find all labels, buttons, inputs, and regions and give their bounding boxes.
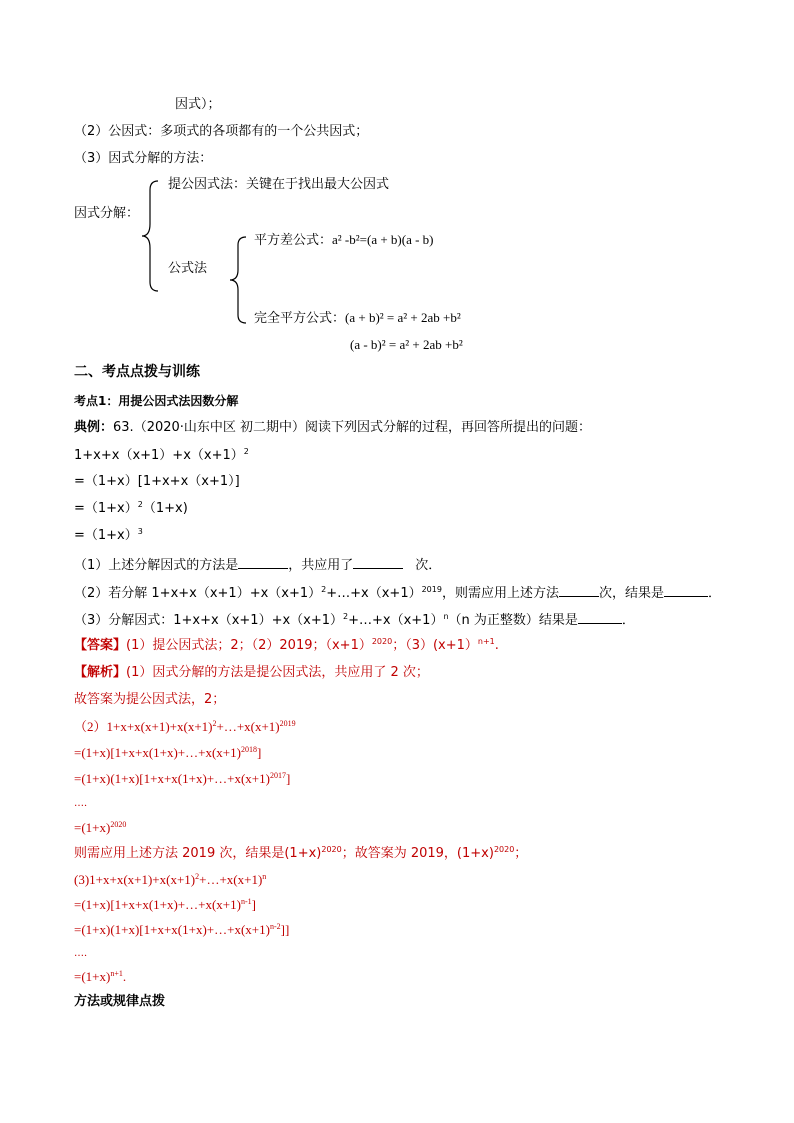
perfect-square-formula-2: (a - b)² = a² + 2ab +b² [350,337,463,352]
analysis-line-9: $=(1+x)[1+x+x(1+x)+\dots+x(x+1)^{n-1}]$ [74,897,256,912]
inner-brace [228,236,248,324]
method-heading: 方法或规律点拨 [74,994,166,1009]
answer-line: 【答案】(1）提公因式法；2；（2）2019；$(x+1)^{2020}$；（3）(x+1）$^{n+1}$. [74,637,499,653]
analysis-line-11: $=(1+x)^{n+1}$. [74,969,127,984]
section-heading: 二、考点点拨与训练 [74,364,200,380]
diff-squares-label: 平方差公式： [254,233,333,248]
example-intro [74,420,591,436]
example-step-4: $=(1+x)^3$ [74,527,143,543]
blank-1 [238,556,288,569]
summary-item-3: （3）因式分解的方法： [74,151,213,166]
perfect-square-formula-1: (a + b)² = a² + 2ab +b² [345,310,461,325]
perfect-square-label: 完全平方公式： [254,311,346,326]
analysis-ellipsis-1: …． [74,798,94,809]
analysis-line-4: $=(1+x)[1+x+x(1+x)+\dots+x(x+1)^{2018}]$ [74,745,262,760]
blank-3 [559,584,599,597]
question-1: （1）上述分解因式的方法是 ，共应用了 次． [74,558,442,573]
diff-squares-formula: a² -b²=(a + b)(a - b) [332,232,434,247]
tree-root: 因式分解： [74,206,140,221]
perfect-square-row [254,310,461,327]
analysis-line-8: $(3)1+x+x(x+1)+x(x+1)^2+\dots+x(x+1)^n$ [74,872,267,887]
analysis-line-10: $=(1+x)(1+x)[1+x+x(1+x)+\dots+x(x+1)^{n-2}]$] [74,922,290,937]
answer-tag: 【答案】 [74,638,127,653]
example-step-2: =（1+x）[1+x+x（x+1）] [74,474,240,489]
analysis-line-5: $=(1+x)(1+x)[1+x+x(1+x)+\dots+x(x+1)^{2017}]$ [74,771,291,786]
summary-item-2: （2）公因式：多项式的各项都有的一个公共因式； [74,124,369,139]
example-label: 典例： [74,420,114,435]
blank-5 [578,611,622,624]
analysis-line-2: 故答案为提公因式法，2； [74,692,226,707]
analysis-line-7: 则需应用上述方法 2019 次，结果是$(1+x)^{2020}$；故答案为 2019，$(1+x)^{2020}$； [74,845,528,861]
analysis-line-6: $=(1+x)^{2020}$ [74,820,127,835]
example-question: 63.（2020·山东中区 初二期中）阅读下列因式分解的过程，再回答所提出的问题： [113,420,592,435]
analysis-ellipsis-2: …． [74,948,94,959]
blank-2 [353,556,403,569]
summary-continuation: 因式）； [175,97,221,112]
blank-4 [664,584,708,597]
key-point-1: 考点1：用提公因式法因数分解 [74,394,239,408]
question-3: （3）分解因式：$1+x+x(x+1)+x(x+1)^2+\dots+x(x+1)^n(n$ 为正整数）结果是 ． [74,612,635,628]
analysis-line-1: 【解析】(1）因式分解的方法是提公因式法，共应用了 2 次； [74,665,429,680]
tree-formula-method: 公式法 [168,261,208,276]
outer-brace [140,180,160,292]
example-step-3: $=(1+x)^2(1+x)$ [74,500,188,516]
analysis-line-3: $(2)1+x+x(x+1)+x(x+1)^2+\dots+x(x+1)^{2019}$ [74,719,296,734]
diff-squares-row [254,232,434,249]
tree-extract-method: 提公因式法：关键在于找出最大公因式 [168,177,390,192]
analysis-tag: 【解析】 [74,665,127,680]
example-step-1: $1+x+x(x+1)+x(x+1)^2$ [74,447,249,463]
question-2: （2）若分解 $1+x+x(x+1)+x(x+1)^2+\dots+x(x+1)^{2019}$，则需应用上述方法 次，结果是 ． [74,585,721,601]
